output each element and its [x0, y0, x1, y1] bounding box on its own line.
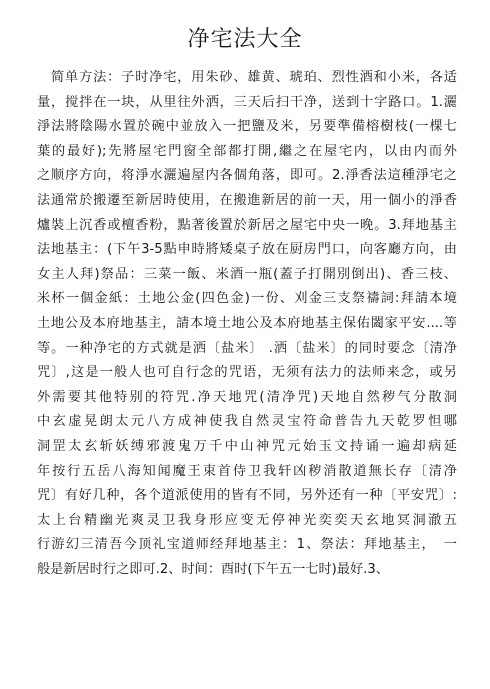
page-title: 净宅法大全	[187, 27, 303, 52]
text-line: 洞罡太玄斩妖缚邪渡鬼万千中山神咒元始玉文持诵一遍却病延	[37, 438, 457, 454]
text-line: 淨法將陰陽水置於碗中並放入一把鹽及米，另要準備榕樹枝(一棵七	[37, 119, 457, 135]
text-line: 简单方法：子时净宅，用朱砂、雄黄、琥珀、烈性酒和小米，各适	[37, 70, 457, 85]
text-line: 中玄虚晃朗太元八方成神使我自然灵宝符命普告九天乾罗怛哪	[37, 414, 457, 430]
text-line: 咒〕有好几种，各个道派使用的皆有不同，另外还有一种〔平安咒〕:	[37, 488, 457, 504]
text-line: 米杯一個金紙：土地公金(四色金)一份、刈金三支祭禱詞:拜請本境	[37, 291, 457, 307]
text-line: 爐裝上沉香或檀香粉，點著後置於新居之屋宅中央一晚。3.拜地基主	[37, 217, 457, 233]
text-line: 法地基主：(下午3-5點申時將矮桌子放在厨房門口，向客廳方向，由	[37, 242, 457, 258]
text-line: 咒〕,这是一般人也可自行念的咒语，无须有法力的法师来念，或另	[37, 365, 457, 381]
text-line: 年按行五岳八海知闻魔王束首侍卫我轩凶秽消散道無长存〔清净	[37, 463, 457, 479]
text-line: 等。一种净宅的方式就是洒〔盐米〕 .洒〔盐米〕的同时要念〔清净	[37, 340, 457, 356]
body-text	[37, 66, 457, 582]
text-line: 般是新居时行之即可.2、时间：酉时(下午五一七时)最好.3、	[37, 561, 389, 577]
text-line: 法通常於搬遷至新居時使用，在搬進新居的前一天，用一個小的淨香	[37, 192, 457, 208]
text-line: 之顺序方向，将淨水灑遍屋内各個角落，即可。2.淨香法這種淨宅之	[37, 168, 457, 184]
text-line: 土地公及本府地基主，請本境土地公及本府地基主保佑闔家平安....等	[37, 315, 457, 331]
text-line: 女主人拜)祭品：三菜一飯、米酒一瓶(蓋子打開別倒出)、香三枝、	[37, 266, 457, 282]
text-line: 行游幻三清吾今顶礼宝道师经拜地基主：1、祭法：拜地基主， 一	[37, 537, 457, 553]
text-line: 葉的最好);先將屋宅門窗全部都打開,繼之在屋宅内，以由内而外	[37, 143, 457, 159]
text-line: 量，搅拌在一块，从里往外洒，三天后扫干净，送到十字路口。1.灑	[37, 94, 457, 110]
text-line: 太上台精幽光爽灵卫我身形应变无停神光奕奕天玄地冥洞澈五	[37, 512, 457, 528]
text-line: 外需要其他特别的符咒.净天地咒(清净咒)天地自然秽气分散洞	[37, 389, 457, 405]
